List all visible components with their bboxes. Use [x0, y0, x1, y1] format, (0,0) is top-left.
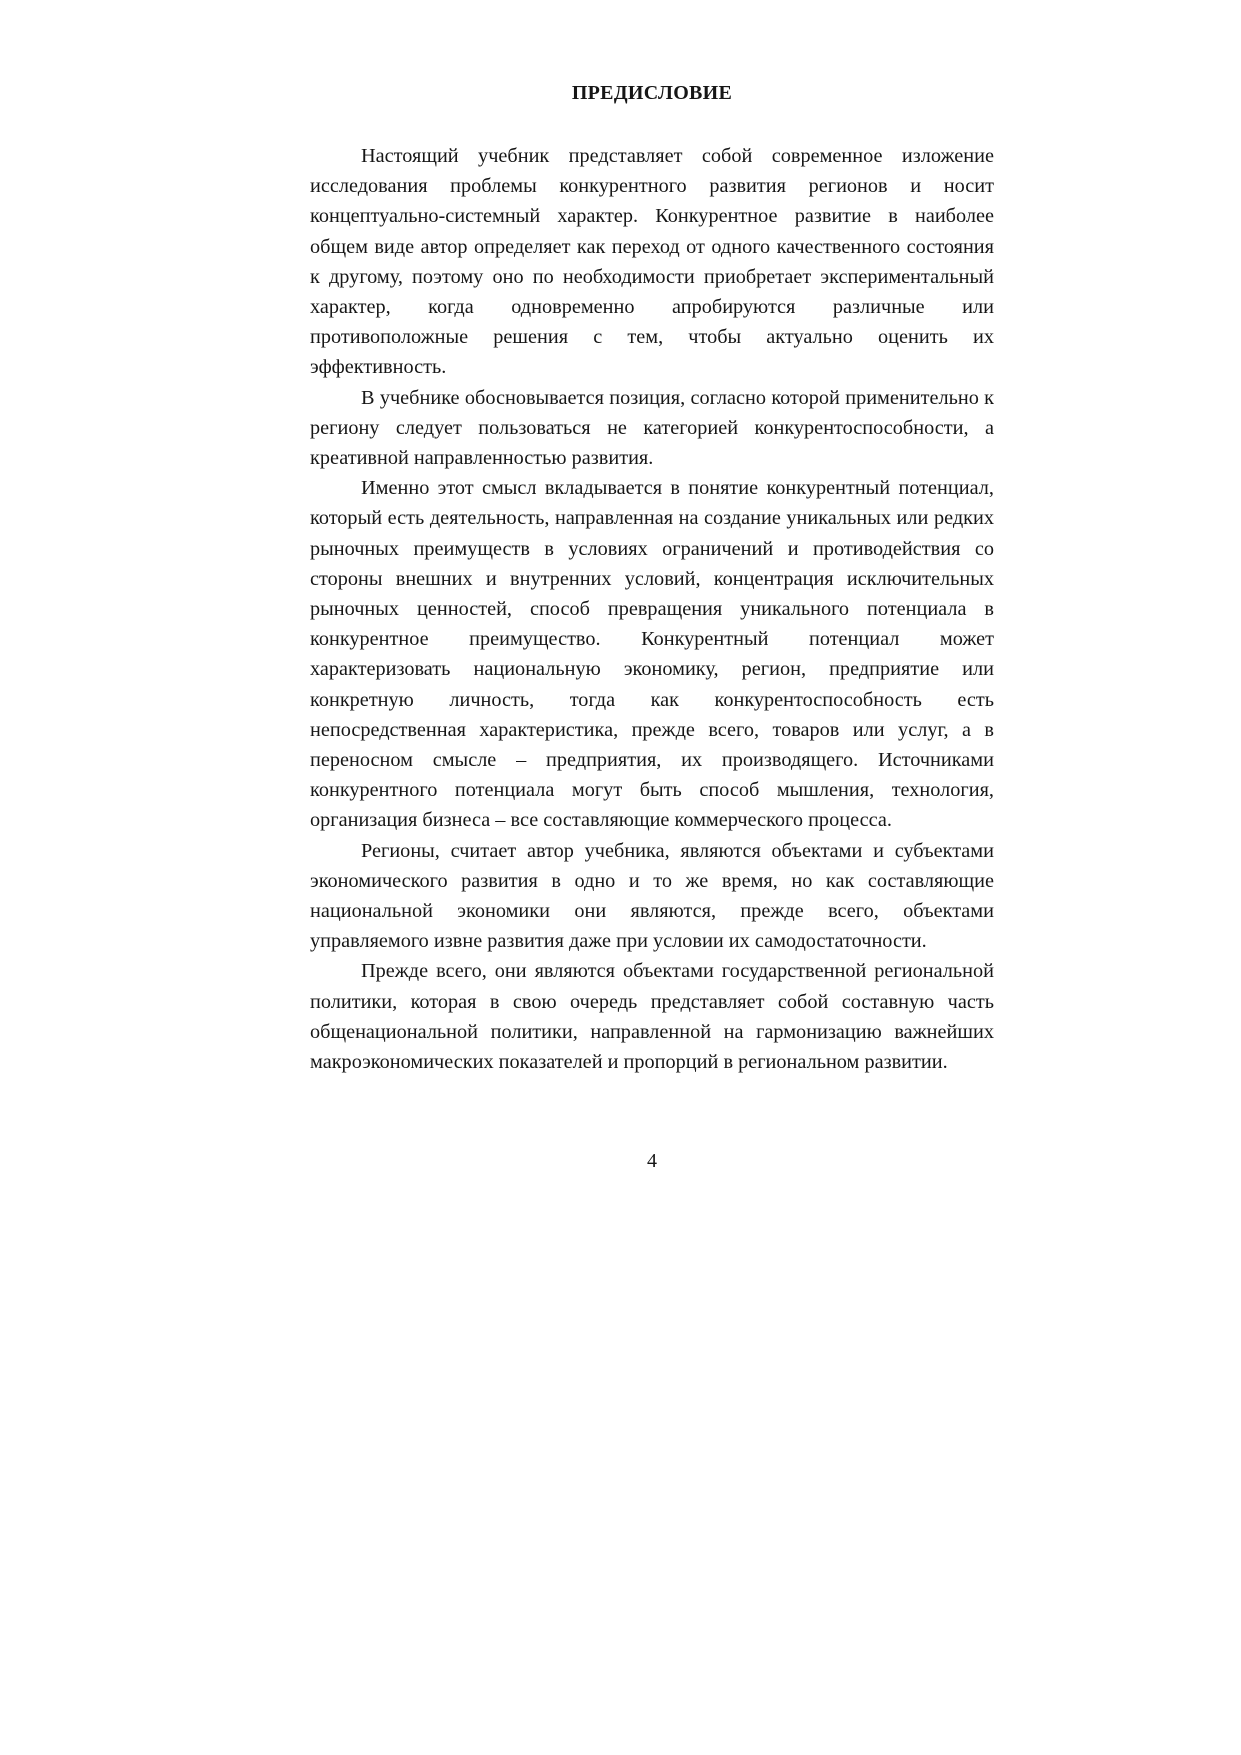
paragraph-4: Регионы, считает автор учебника, являются объектами и субъектами экономического развития в одно и то же время, но как составляющие национальной экономики они являются, прежде всего, объектами управляемого извне развития даже при условии их самодостаточности. — [310, 839, 994, 953]
paragraph-2: В учебнике обосновывается позиция, согласно которой применительно к региону следует пользоваться не категорией конкурентоспособности, а креативной направленностью развития. — [310, 386, 994, 470]
paragraph-5: Прежде всего, они являются объектами государственной региональной политики, которая в свою очередь представляет собой составную часть общенациональной политики, направленной на гармонизацию важнейших макроэкономических показателей и пропорций в региональном развитии. — [310, 960, 994, 1074]
page-number: 4 — [647, 1150, 657, 1172]
paragraph-3: Именно этот смысл вкладывается в понятие конкурентный потенциал, который есть деятельность, направленная на создание уникальных или редких рыночных преимуществ в условиях ограничений и противодействия со стороны внешних и внутренних условий, концентрация исключительных рыночных ценностей, способ превращения уникального потенциала в конкурентное преимущество. Конкурентный потенциал может характеризовать национальную экономику, регион, предприятие или конкретную личность, тогда как конкурентоспособность есть непосредственная характеристика, прежде всего, товаров или услуг, а в переносном смысле – предприятия, их производящего. Источниками конкурентного потенциала могут быть способ мышления, технология, организация бизнеса – все составляющие коммерческого процесса. — [310, 477, 994, 832]
body-text — [310, 141, 994, 1077]
paragraph-1: Настоящий учебник представляет собой современное изложение исследования проблемы конкурентного развития регионов и носит концептуально-системный характер. Конкурентное развитие в наиболее общем виде автор определяет как переход от одного качественного состояния к другому, поэтому оно по необходимости приобретает экспериментальный характер, когда одновременно апробируются различные или противоположные решения с тем, чтобы актуально оценить их эффективность. — [310, 145, 994, 379]
page-title: ПРЕДИСЛОВИЕ — [571, 82, 733, 104]
